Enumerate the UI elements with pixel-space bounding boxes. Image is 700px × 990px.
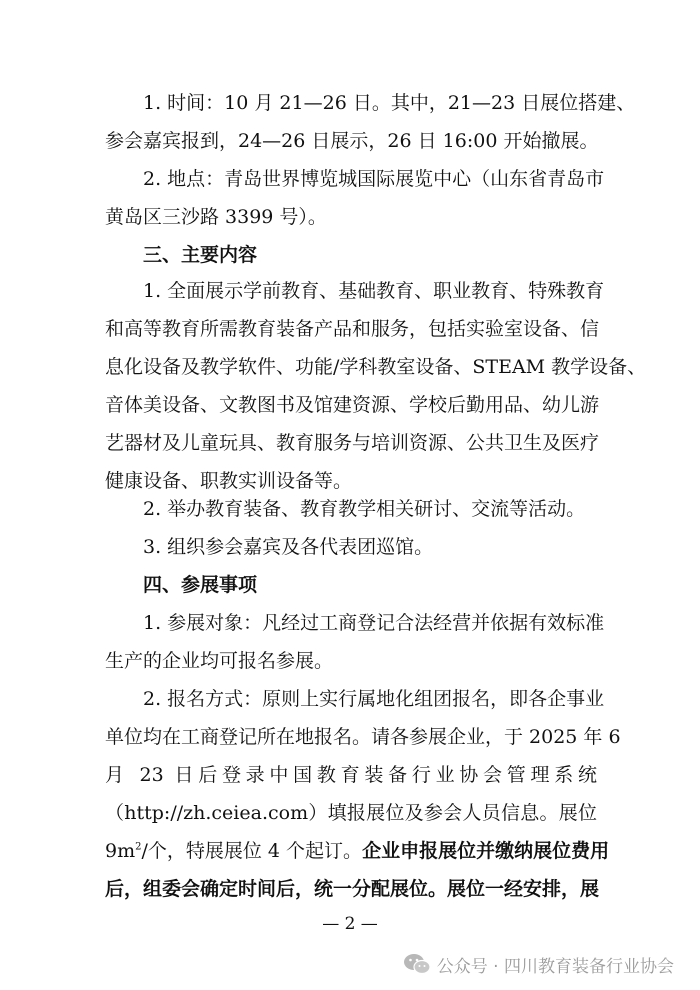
content-item-3-text: 3. 组织参会嘉宾及各代表团巡馆。 bbox=[143, 536, 434, 558]
registration-line-1: 2. 报名方式：原则上实行属地化组团报名，即各企事业 bbox=[143, 688, 605, 710]
registration-line-5 bbox=[105, 832, 610, 870]
content-item-1-line: 音体美设备、文教图书及馆建资源、学校后勤用品、幼儿游 bbox=[105, 394, 600, 416]
time-line-2: 参会嘉宾报到，24—26 日展示，26 日 16:00 开始撤展。 bbox=[105, 130, 599, 152]
content-item-1 bbox=[105, 272, 647, 500]
content-item-1-line: 1. 全面展示学前教育、基础教育、职业教育、特殊教育 bbox=[143, 280, 605, 302]
place-paragraph bbox=[105, 160, 605, 236]
registration-line-2: 单位均在工商登记所在地报名。请各参展企业，于 2025 年 6 bbox=[105, 726, 621, 748]
section-heading-main-content: 三、主要内容 bbox=[143, 244, 258, 266]
content-item-1-line: 艺器材及儿童玩具、教育服务与培训资源、公共卫生及医疗 bbox=[105, 432, 600, 454]
content-item-2-text: 2. 举办教育装备、教育教学相关研讨、交流等活动。 bbox=[143, 498, 586, 520]
eligibility-line-2: 生产的企业均可报名参展。 bbox=[105, 650, 334, 672]
booth-unit: 9m bbox=[105, 840, 136, 862]
section-heading-exhibition-matters: 四、参展事项 bbox=[143, 574, 258, 596]
page-number: — 2 — bbox=[322, 914, 378, 934]
booth-fee-notice: 企业申报展位并缴纳展位费用 bbox=[362, 840, 610, 862]
registration-line-6: 后，组委会确定时间后，统一分配展位。展位一经安排，展 bbox=[105, 878, 600, 900]
eligibility-line-1: 1. 参展对象：凡经过工商登记合法经营并依据有效标准 bbox=[143, 612, 605, 634]
time-paragraph bbox=[105, 84, 636, 160]
registration-line-3: 月 23 日后登录中国教育装备行业协会管理系统 bbox=[105, 764, 597, 786]
place-line-1: 2. 地点：青岛世界博览城国际展览中心（山东省青岛市 bbox=[143, 168, 605, 190]
wechat-watermark bbox=[403, 950, 674, 978]
content-item-3 bbox=[105, 528, 597, 566]
registration-line-4: （http://zh.ceiea.com）填报展位及参会人员信息。展位 bbox=[105, 802, 597, 824]
content-item-1-line: 健康设备、职教实训设备等。 bbox=[105, 470, 353, 492]
booth-unit-rest: /个，特展展位 4 个起订。 bbox=[141, 840, 363, 862]
place-line-2: 黄岛区三沙路 3399 号）。 bbox=[105, 206, 327, 228]
exhibitor-eligibility-paragraph bbox=[105, 604, 605, 680]
content-item-1-line: 息化设备及教学软件、功能/学科教室设备、STEAM 教学设备、 bbox=[105, 356, 647, 378]
wechat-icon bbox=[403, 952, 431, 976]
registration-paragraph bbox=[105, 680, 621, 908]
watermark-text: 公众号 · 四川教育装备行业协会 bbox=[436, 956, 674, 977]
booth-unit-superscript: 2 bbox=[135, 841, 142, 853]
content-item-1-line: 和高等教育所需教育装备产品和服务，包括实验室设备、信 bbox=[105, 318, 600, 340]
time-line-1: 1. 时间：10 月 21—26 日。其中，21—23 日展位搭建、 bbox=[143, 92, 636, 114]
content-item-2 bbox=[105, 490, 597, 528]
